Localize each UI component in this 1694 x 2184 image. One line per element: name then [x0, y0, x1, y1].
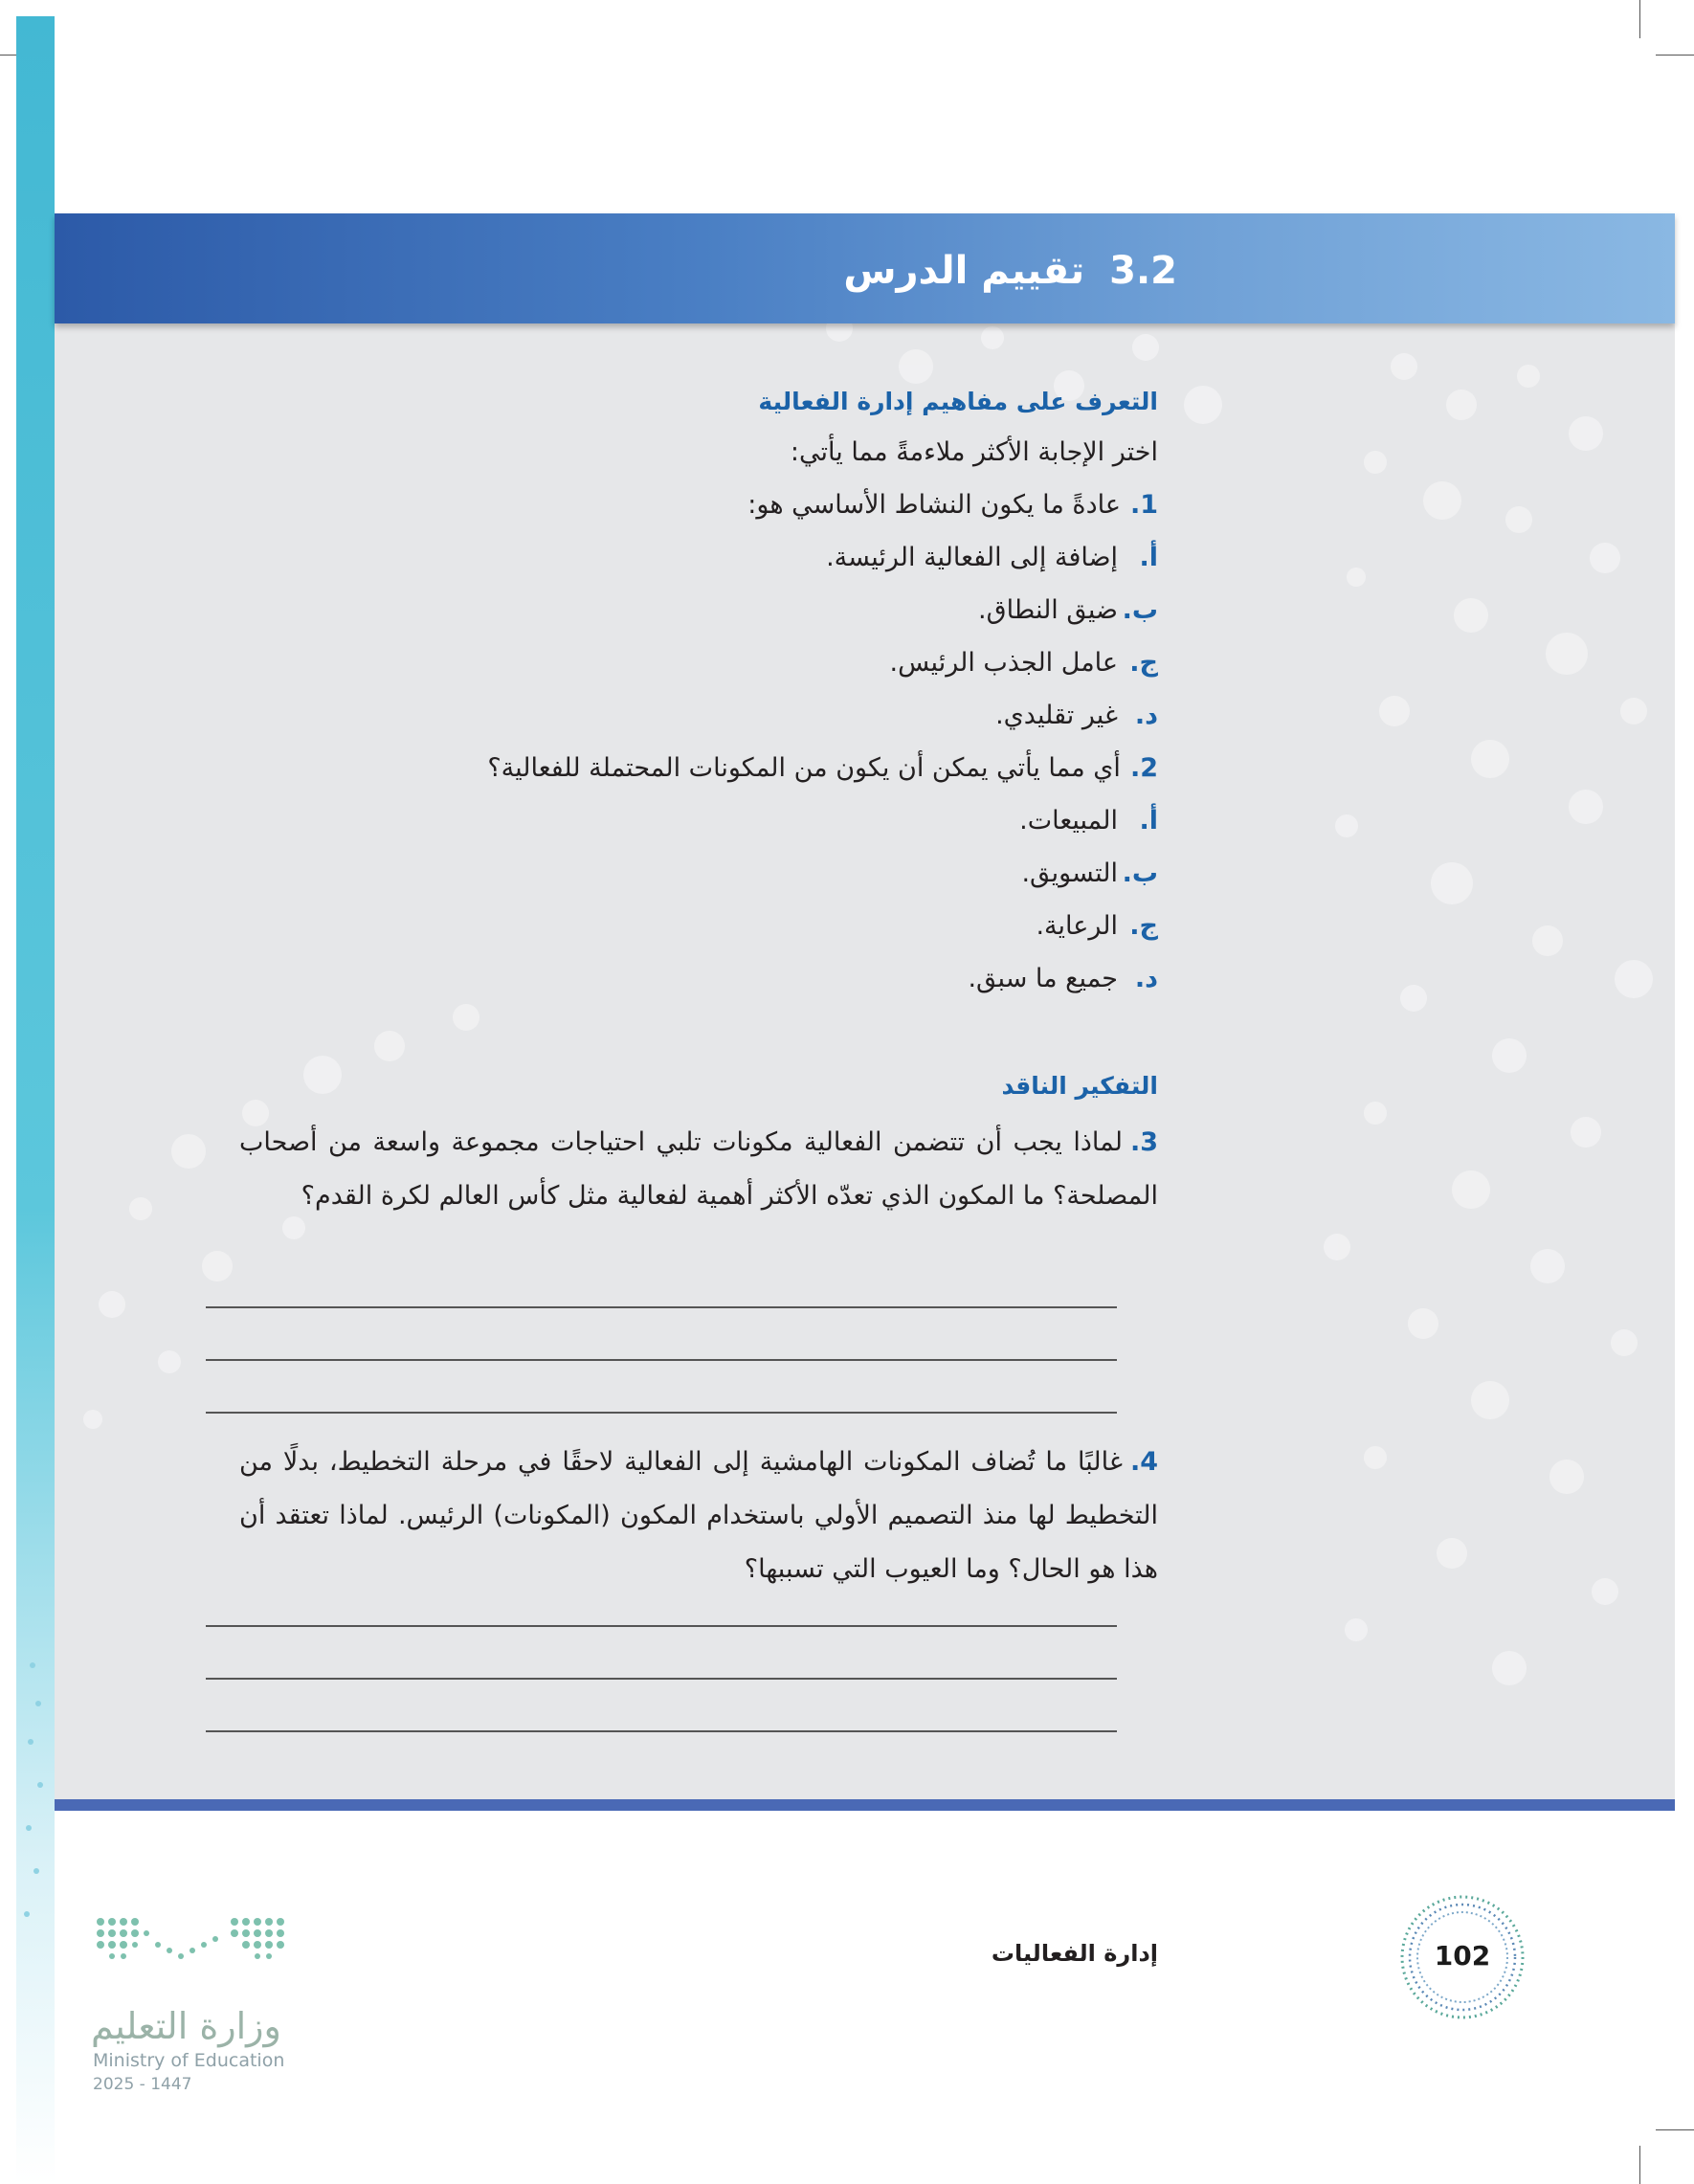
section-heading-concepts: التعرف على مفاهيم إدارة الفعالية: [758, 388, 1158, 415]
option-q1-d[interactable]: [995, 701, 1158, 730]
option-text: عامل الجذب الرئيس.: [889, 648, 1118, 678]
answer-line[interactable]: [206, 1412, 1117, 1414]
crop-mark: [1639, 2146, 1640, 2184]
option-letter: د.: [1134, 701, 1158, 730]
answer-line[interactable]: [206, 1678, 1117, 1680]
ministry-name-arabic: وزارة التعليم: [91, 2005, 281, 2047]
section-heading-critical-thinking: التفكير الناقد: [1001, 1072, 1158, 1100]
option-text: المبيعات.: [1019, 806, 1118, 836]
option-letter: أ.: [1139, 806, 1158, 836]
question-text: عادةً ما يكون النشاط الأساسي هو:: [747, 490, 1121, 520]
question-2: [487, 753, 1158, 783]
option-letter: ج.: [1129, 648, 1158, 678]
option-q1-b[interactable]: [978, 595, 1158, 625]
option-text: ضيق النطاق.: [978, 595, 1118, 625]
edition-year: 2025 - 1447: [93, 2075, 192, 2094]
ministry-name-english: Ministry of Education: [93, 2050, 285, 2071]
book-title: إدارة الفعاليات: [991, 1940, 1158, 1967]
question-1: [747, 490, 1158, 520]
option-text: التسويق.: [1021, 858, 1118, 888]
instruction-text: اختر الإجابة الأكثر ملاءمةً مما يأتي:: [790, 437, 1158, 467]
option-text: جميع ما سبق.: [968, 964, 1118, 993]
section-number: 3.2: [1109, 249, 1177, 293]
option-text: غير تقليدي.: [995, 701, 1118, 730]
question-number: 2.: [1129, 753, 1158, 783]
crop-mark: [1639, 0, 1640, 38]
option-letter: ب.: [1122, 595, 1158, 625]
option-q1-a[interactable]: [826, 543, 1158, 572]
option-q2-a[interactable]: [1019, 806, 1158, 836]
decorative-side-strip: [16, 16, 55, 2184]
question-number: 1.: [1129, 490, 1158, 520]
question-text: أي مما يأتي يمكن أن يكون من المكونات المحتملة للفعالية؟: [487, 753, 1121, 783]
option-letter: ج.: [1129, 911, 1158, 941]
answer-line[interactable]: [206, 1625, 1117, 1627]
crop-mark: [1656, 2129, 1694, 2130]
question-number: 3.: [1129, 1127, 1158, 1157]
answer-line[interactable]: [206, 1306, 1117, 1308]
option-text: الرعاية.: [1036, 911, 1118, 941]
question-4: [239, 1436, 1158, 1596]
option-q1-c[interactable]: [890, 648, 1158, 678]
section-title: تقييم الدرس: [843, 249, 1085, 293]
option-letter: أ.: [1139, 543, 1158, 572]
question-number: 4.: [1129, 1447, 1158, 1477]
question-3: [239, 1116, 1158, 1223]
footer-rule: [55, 1799, 1675, 1811]
option-text: إضافة إلى الفعالية الرئيسة.: [826, 543, 1118, 572]
crop-mark: [1656, 55, 1694, 56]
option-q2-c[interactable]: [1036, 911, 1158, 941]
question-text: لماذا يجب أن تتضمن الفعالية مكونات تلبي احتياجات مجموعة واسعة من أصحاب المصلحة؟ ما المكون الذي تعدّه الأكثر أهمية لفعالية مثل كأس العالم لكرة القدم؟: [239, 1127, 1158, 1211]
option-letter: ب.: [1122, 858, 1158, 888]
option-q2-b[interactable]: [1021, 858, 1158, 888]
answer-line[interactable]: [206, 1730, 1117, 1732]
page-title: [843, 249, 1177, 293]
page-number: 102: [1434, 1940, 1491, 1972]
option-letter: د.: [1134, 964, 1158, 993]
answer-line[interactable]: [206, 1359, 1117, 1361]
option-q2-d[interactable]: [968, 964, 1158, 993]
question-text: غالبًا ما تُضاف المكونات الهامشية إلى الفعالية لاحقًا في مرحلة التخطيط، بدلًا من التخطيط لها منذ التصميم الأولي باستخدام المكون (المكونات) الرئيس. لماذا تعتقد أن هذا هو الحال؟ وما العيوب التي تسببها؟: [239, 1447, 1158, 1584]
